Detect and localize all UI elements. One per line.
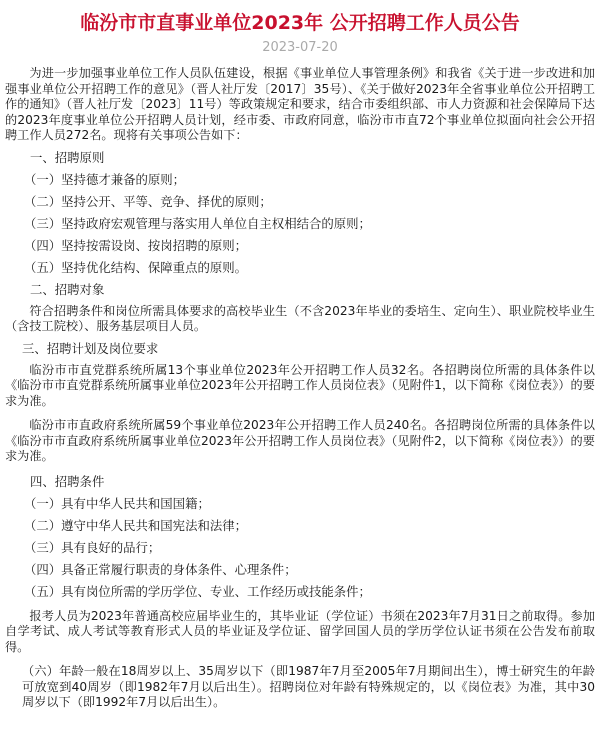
- condition-item: （二）遵守中华人民共和国宪法和法律；: [24, 517, 248, 533]
- section-heading-conditions: 四、招聘条件: [30, 473, 105, 489]
- principle-item: （五）坚持优化结构、保障重点的原则。: [24, 259, 248, 275]
- section-heading-principles: 一、招聘原则: [30, 149, 105, 165]
- section-heading-targets: 二、招聘对象: [30, 281, 105, 297]
- condition-item: （五）具有岗位所需的学历学位、专业、工作经历或技能条件；: [24, 583, 371, 599]
- principle-item: （四）坚持按需设岗、按岗招聘的原则；: [24, 237, 248, 253]
- principle-item: （三）坚持政府宏观管理与落实用人单位自主权相结合的原则；: [24, 215, 371, 231]
- announcement-title: 临汾市市直事业单位2023年 公开招聘工作人员公告: [80, 12, 520, 34]
- targets-paragraph: 符合招聘条件和岗位所需具体要求的高校毕业生（不含2023年毕业的委培生、定向生）、职业院校毕业生（含技工院校）、服务基层项目人员。: [5, 303, 595, 333]
- plan-paragraph-government: 临汾市市直政府系统所属59个事业单位2023年公开招聘工作人员240名。各招聘岗位所需的具体条件以《临汾市市直政府系统所属事业单位2023年公开招聘工作人员岗位表》（见附件2，以下简称《岗位表》）的要求为准。: [5, 418, 595, 463]
- condition-item: （一）具有中华人民共和国国籍；: [24, 495, 210, 511]
- age-requirement-paragraph: （六）年龄一般在18周岁以上、35周岁以下（即1987年7月至2005年7月期间出生），博士研究生的年龄可放宽到40周岁（即1982年7月以后出生）。招聘岗位对年龄有特殊规定的，以《岗位表》为准，其中30周岁以下（即1992年7月以后出生）。: [22, 664, 595, 709]
- intro-paragraph: 为进一步加强事业单位工作人员队伍建设，根据《事业单位人事管理条例》和我省《关于进一步改进和加强事业单位公开招聘工作的意见》（晋人社厅发〔2017〕35号）、《关于做好2023年全省事业单位公开招聘工作的通知》（晋人社厅发〔2023〕11号）等政策规定和要求，结合市委组织部、市人力资源和社会保障局下达的2023年度事业单位公开招聘人员计划，经市委、市政府同意，临汾市市直72个事业单位拟面向社会公开招聘工作人员272名。现将有关事项公告如下：: [5, 66, 595, 142]
- plan-paragraph-party: 临汾市市直党群系统所属13个事业单位2023年公开招聘工作人员32名。各招聘岗位所需的具体条件以《临汾市市直党群系统所属事业单位2023年公开招聘工作人员岗位表》（见附件1，以下简称《岗位表》）的要求为准。: [5, 362, 595, 408]
- condition-item: （三）具有良好的品行；: [24, 539, 161, 555]
- article-content: [0, 66, 600, 711]
- section-heading-plan: 三、招聘计划及岗位要求: [22, 340, 159, 356]
- graduate-requirement-paragraph: 报考人员为2023年普通高校应届毕业生的，其毕业证（学位证）书须在2023年7月31日之前取得。参加自学考试、成人考试等教育形式人员的毕业证及学位证、留学回国人员的学历学位认证书须在公告发布前取得。: [5, 608, 595, 654]
- condition-item: （四）具备正常履行职责的身体条件、心理条件；: [24, 561, 297, 577]
- principle-item: （二）坚持公开、平等、竞争、择优的原则；: [24, 193, 272, 209]
- principle-item: （一）坚持德才兼备的原则；: [24, 171, 186, 187]
- publish-date: 2023-07-20: [262, 40, 338, 55]
